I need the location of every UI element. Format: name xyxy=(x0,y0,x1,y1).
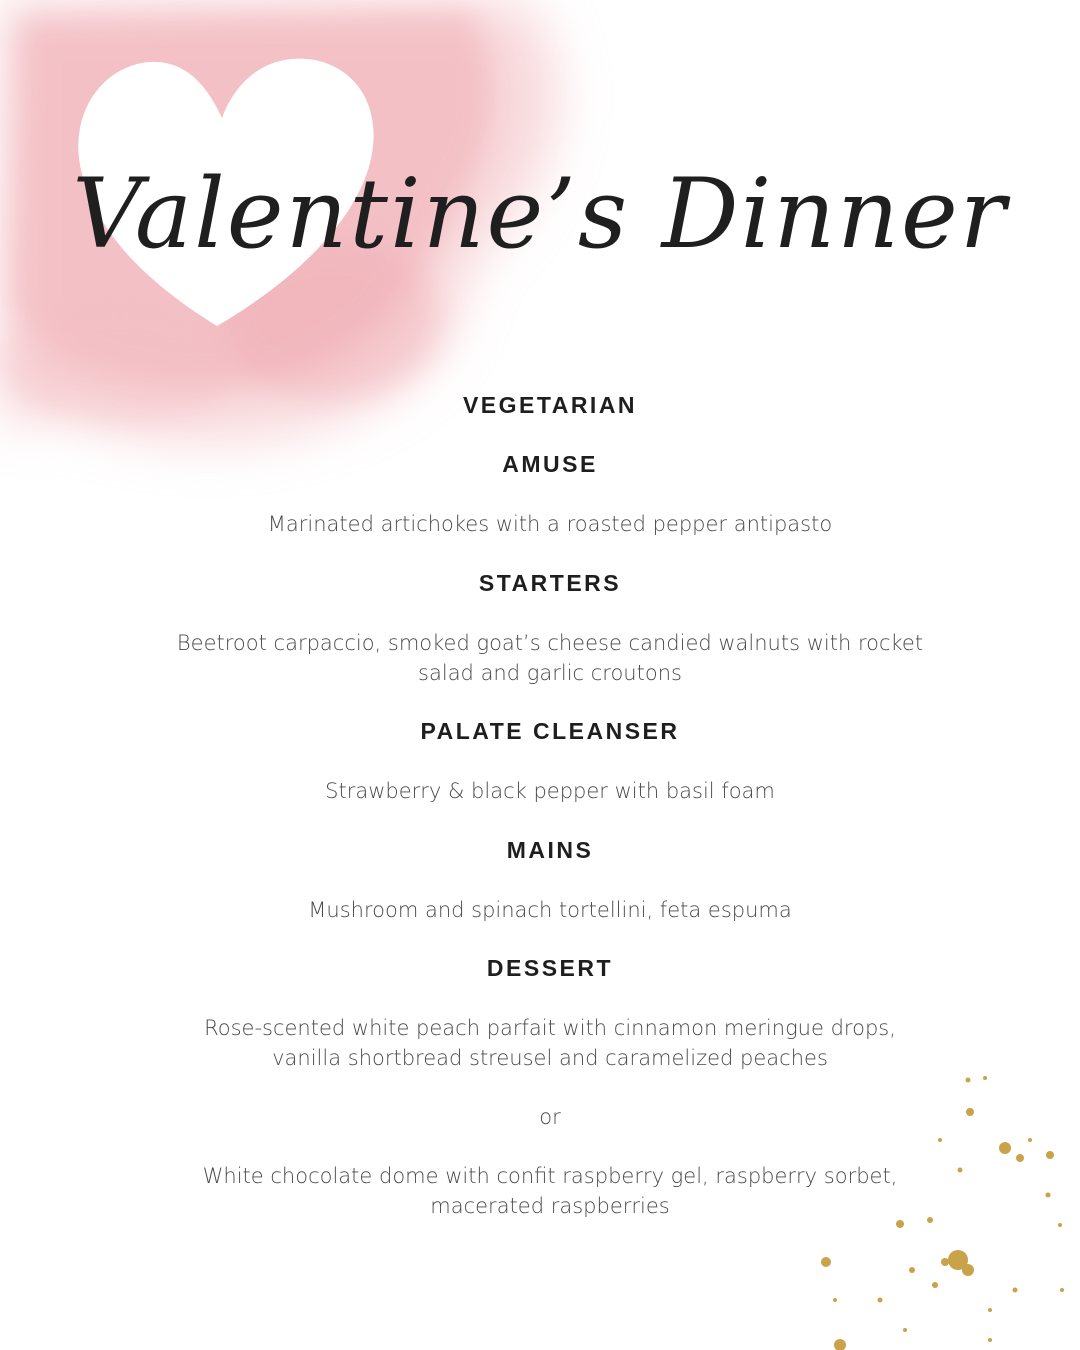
section-heading-amuse: AMUSE xyxy=(502,451,598,477)
section-heading-palate-cleanser: PALATE CLEANSER xyxy=(420,718,680,744)
dish-starters: Beetroot carpaccio, smoked goat’s cheese candied walnuts with rocket salad and garlic croutons xyxy=(176,631,924,685)
dish-amuse: Marinated artichokes with a roasted pepper antipasto xyxy=(267,512,833,536)
dish-dessert-1: Rose-scented white peach parfait with cinnamon meringue drops, vanilla shortbread streusel and caramelized peaches xyxy=(204,1016,896,1070)
page-title: Valentine’s Dinner xyxy=(72,158,1008,270)
section-heading-mains: MAINS xyxy=(506,837,594,863)
section-heading-dessert: DESSERT xyxy=(486,955,614,981)
dish-mains: Mushroom and spinach tortellini, feta espuma xyxy=(308,898,792,922)
dessert-separator: or xyxy=(539,1105,561,1129)
dish-dessert-2: White chocolate dome with confit raspberry gel, raspberry sorbet, macerated raspberries xyxy=(202,1164,898,1218)
menu-category-label: VEGETARIAN xyxy=(462,392,638,418)
section-heading-starters: STARTERS xyxy=(478,570,622,596)
dish-palate-cleanser: Strawberry & black pepper with basil foam xyxy=(325,779,775,803)
